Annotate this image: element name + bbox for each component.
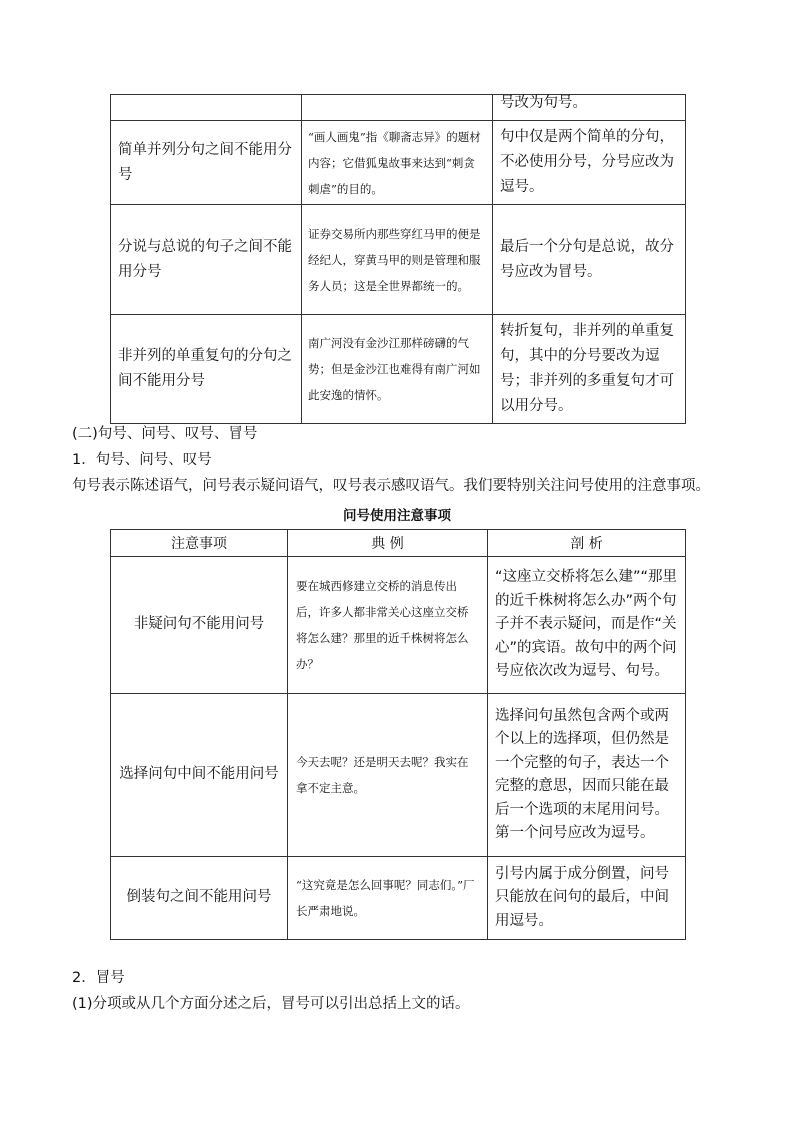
example-cell: 今天去呢？还是明天去呢？我实在拿不定主意。 bbox=[288, 694, 488, 857]
table-row bbox=[111, 205, 686, 315]
table-row bbox=[111, 121, 686, 205]
column-header: 典 例 bbox=[288, 530, 488, 557]
table-row bbox=[111, 694, 686, 857]
analysis-cell: 号改为句号。 bbox=[493, 95, 686, 121]
table-caption: 问号使用注意事项 bbox=[343, 508, 451, 524]
rule-cell: 简单并列分句之间不能用分号 bbox=[111, 121, 302, 205]
example-cell: “画人画鬼”指《聊斋志异》的题材内容；它借狐鬼故事来达到“刺贪刺虐”的目的。 bbox=[302, 121, 493, 205]
example-cell: 要在城西修建立交桥的消息传出后，许多人都非常关心这座立交桥将怎么建？那里的近千株树将怎么办？ bbox=[288, 557, 488, 694]
analysis-cell: 句中仅是两个简单的分句，不必使用分号，分号应改为逗号。 bbox=[493, 121, 686, 205]
table-header-row bbox=[111, 530, 686, 557]
rule-cell: 非并列的单重复句的分句之间不能用分号 bbox=[111, 315, 302, 424]
rule-cell bbox=[111, 95, 302, 121]
table-row bbox=[111, 557, 686, 694]
example-cell: 证券交易所内那些穿红马甲的便是经纪人，穿黄马甲的则是管理和服务人员；这是全世界都统一的。 bbox=[302, 205, 493, 315]
question-mark-usage-table bbox=[110, 529, 686, 940]
example-cell bbox=[302, 95, 493, 121]
table-row bbox=[111, 857, 686, 940]
rule-cell: 选择问句中间不能用问号 bbox=[111, 694, 288, 857]
table-row bbox=[111, 95, 686, 121]
table-row bbox=[111, 315, 686, 424]
rule-cell: 分说与总说的句子之间不能用分号 bbox=[111, 205, 302, 315]
semicolon-usage-table bbox=[110, 94, 686, 424]
column-header: 剖 析 bbox=[488, 530, 686, 557]
subsection-heading: 1．句号、问号、叹号 bbox=[72, 452, 212, 468]
rule-cell: 非疑问句不能用问号 bbox=[111, 557, 288, 694]
example-cell: 南广河没有金沙江那样磅礴的气势；但是金沙江也难得有南广河如此安逸的情怀。 bbox=[302, 315, 493, 424]
section-heading: (二)句号、问号、叹号、冒号 bbox=[72, 426, 258, 442]
analysis-cell: “这座立交桥将怎么建”“那里的近千株树将怎么办”两个句子并不表示疑问，而是作“关心”的宾语。故句中的两个问号应依次改为逗号、句号。 bbox=[488, 557, 686, 694]
analysis-cell: 转折复句，非并列的单重复句，其中的分号要改为逗号；非并列的多重复句才可以用分号。 bbox=[493, 315, 686, 424]
paragraph: 句号表示陈述语气，问号表示疑问语气，叹号表示感叹语气。我们要特别关注问号使用的注意事项。 bbox=[72, 478, 710, 494]
analysis-cell: 选择问句虽然包含两个或两个以上的选择项，但仍然是一个完整的句子，表达一个完整的意思，因而只能在最后一个选项的末尾用问号。第一个问号应改为逗号。 bbox=[488, 694, 686, 857]
column-header: 注意事项 bbox=[111, 530, 288, 557]
example-cell: “这究竟是怎么回事呢？同志们。”厂长严肃地说。 bbox=[288, 857, 488, 940]
analysis-cell: 最后一个分句是总说，故分号应改为冒号。 bbox=[493, 205, 686, 315]
paragraph: (1)分项或从几个方面分述之后，冒号可以引出总括上文的话。 bbox=[72, 996, 470, 1012]
analysis-cell: 引号内属于成分倒置，问号只能放在问句的最后，中间用逗号。 bbox=[488, 857, 686, 940]
subsection-heading: 2．冒号 bbox=[72, 970, 125, 986]
rule-cell: 倒装句之间不能用问号 bbox=[111, 857, 288, 940]
